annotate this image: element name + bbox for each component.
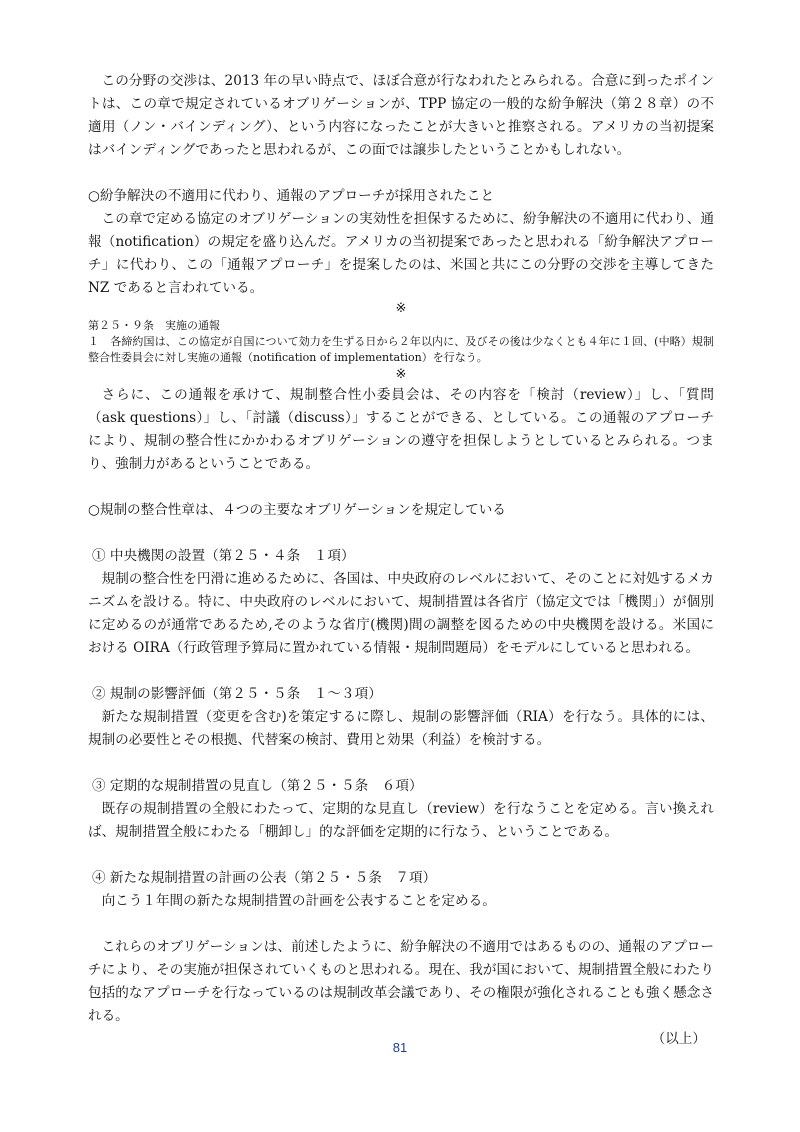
- obligation-body-periodic-review: 既存の規制措置の全般にわたって、定期的な見直し（review）を行なうことを定める。言い換えれば、規制措置全般にわたる「棚卸し」的な評価を定期的に行なう、ということである。: [88, 801, 714, 840]
- reference-mark: ※: [395, 367, 407, 382]
- reference-mark: ※: [395, 301, 407, 316]
- spacer: [88, 752, 714, 775]
- obligation-body-impact-assessment: 新たな規制措置（変更を含む)を策定するに際し、規制の影響評価（RIA）を行なう。具体的には、規制の必要性とその根拠、代替案の検討、費用と効果（利益）を検討する。: [88, 709, 714, 748]
- obligation-heading-plan-publication: ④ 新たな規制措置の計画の公表（第２５・５条 ７項）: [92, 870, 437, 886]
- paragraph-subcommittee-review: さらに、この通報を承けて、規制整合性小委員会は、その内容を「検討（review）」し、「質問（ask questions）」し、「討議（discuss）」することができる、としている。この通報のアプローチにより、規制の整合性にかかわるオブリゲーションの遵守を担保しようとしているとみられる。つまり、強制力があるということである。: [88, 387, 714, 472]
- paragraph-notification-approach: この章で定める協定のオブリゲーションの実効性を担保するために、紛争解決の不適用に代わり、通報（notification）の規定を盛り込んだ。アメリカの当初提案であったと思われる「紛争解決アプローチ」に代わり、この「通報アプローチ」を提案したのは、米国と共にこの分野の交渉を主導してきた NZ であると言われている。: [88, 211, 714, 296]
- section-heading-notification: ○紛争解決の不適用に代わり、通報のアプローチが採用されたこと: [88, 188, 495, 204]
- paragraph-negotiation-status: この分野の交渉は、2013 年の早い時点で、ほぼ合意が行なわれたとみられる。合意に到ったポイントは、この章で規定されているオブリゲーションが、TPP 協定の一般的な紛争解決（第２８章）の不適用（ノン・バインディング）、という内容になったことが大きいと推察される。アメリカの当初提案はバインディングであったと思われるが、この面では譲歩したということかもしれない。: [88, 73, 714, 158]
- paragraph-conclusion: これらのオブリゲーションは、前述したように、紛争解決の不適用ではあるものの、通報のアプローチにより、その実施が担保されていくものと思われる。現在、我が国において、規制措置全般にわたり包括的なアプローチを行なっているのは規制改革会議であり、その権限が強化されることも強く懸念される。: [88, 939, 714, 1024]
- obligation-heading-impact-assessment: ② 規制の影響評価（第２５・５条 １～３項）: [92, 686, 382, 702]
- section-heading-obligations: ○規制の整合性章は、４つの主要なオブリゲーションを規定している: [88, 502, 506, 518]
- closing-mark: （以上）: [651, 1031, 706, 1047]
- quote-article-body: １ 各締約国は、この協定が自国について効力を生ずる日から２年以内に、及びその後は少なくとも４年に１回、(中略）規制整合性委員会に対し実施の通報（notification of implementation）を行なう。: [88, 335, 714, 364]
- obligation-heading-central-body: ① 中央機関の設置（第２５・４条 １項）: [92, 548, 355, 564]
- quote-article-title: 第２５・９条 実施の通報: [88, 319, 220, 332]
- spacer: [88, 844, 714, 867]
- document-body: [88, 70, 714, 1051]
- obligation-body-central-body: 規制の整合性を円滑に進めるために、各国は、中央政府のレベルにおいて、そのことに対処するメカニズムを設ける。特に、中央政府のレベルにおいて、規制措置は各省庁（協定文では「機関」）が個別に定めるのが通常であるため,そのような省庁(機関)間の調整を図るための中央機関を設ける。米国における OIRA（行政管理予算局に置かれている情報・規制問題局）をモデルにしていると思われる。: [88, 571, 714, 656]
- spacer: [88, 476, 714, 499]
- spacer: [88, 522, 714, 545]
- spacer: [88, 913, 714, 936]
- obligation-heading-periodic-review: ③ 定期的な規制措置の見直し（第２５・５条 ６項）: [92, 778, 423, 794]
- spacer: [88, 162, 714, 185]
- obligation-body-plan-publication: 向こう１年間の新たな規制措置の計画を公表することを定める。: [101, 893, 496, 909]
- spacer: [88, 660, 714, 683]
- page-number: 81: [392, 1040, 408, 1055]
